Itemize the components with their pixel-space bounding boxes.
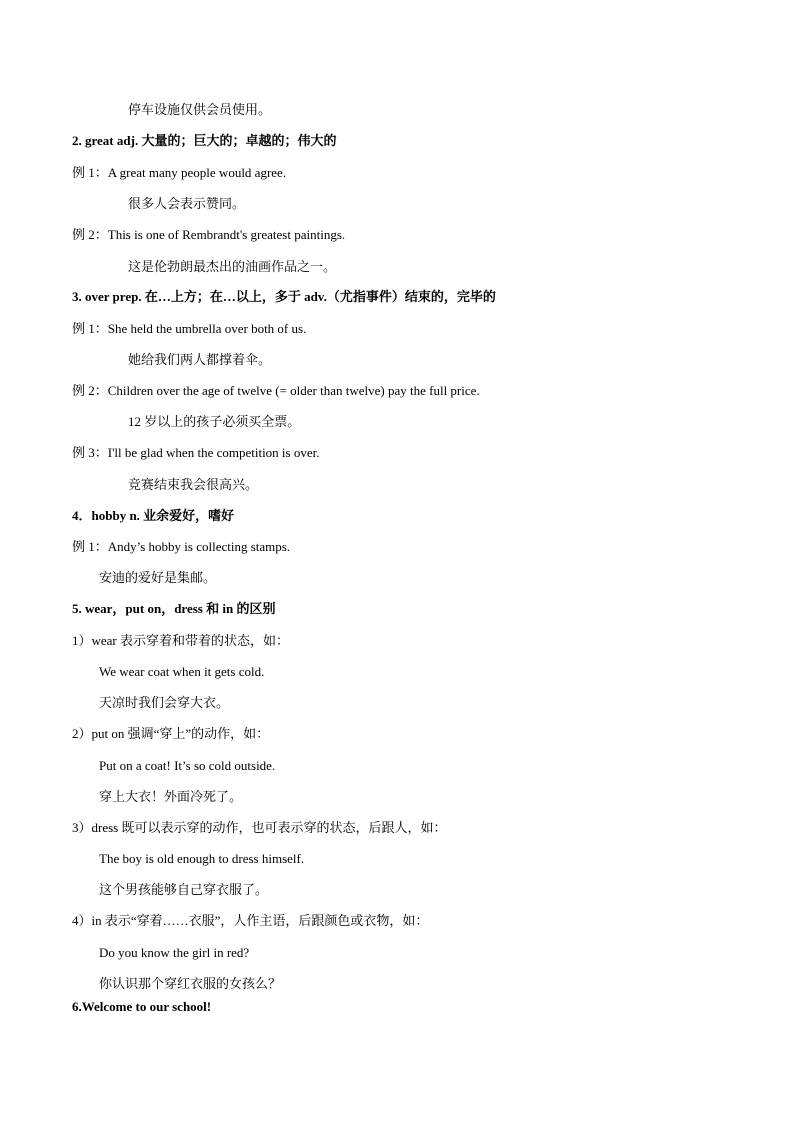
usage-note: 1）wear 表示穿着和带着的状态，如： [72,633,290,648]
usage-note: 2）put on 强调“穿上”的动作，如： [72,726,270,741]
example-sentence: Put on a coat! It’s so cold outside. [99,758,276,773]
example-sentence: 例 1：She held the umbrella over both of us. [72,321,307,336]
example-sentence: 例 3：I'll be glad when the competition is over. [72,445,320,460]
vocab-heading-wear: 5. wear，put on，dress 和 in 的区别 [72,601,276,616]
example-translation: 这个男孩能够自己穿衣服了。 [99,882,269,897]
example-translation: 天凉时我们会穿大衣。 [99,695,230,710]
vocab-heading-hobby: 4．hobby n. 业余爱好，嗜好 [72,508,235,523]
example-sentence: Do you know the girl in red? [99,945,250,960]
example-translation: 安迪的爱好是集邮。 [99,570,217,585]
example-sentence: We wear coat when it gets cold. [99,664,265,679]
example-translation: 12 岁以上的孩子必须买全票。 [128,414,301,429]
vocab-heading-over: 3. over prep. 在…上方；在…以上，多于 adv.（尤指事件）结束的，完毕的 [72,289,496,304]
example-translation: 很多人会表示赞同。 [128,196,246,211]
usage-note: 3）dress 既可以表示穿的动作，也可表示穿的状态，后跟人，如： [72,820,447,835]
example-sentence: The boy is old enough to dress himself. [99,851,305,866]
example-translation: 她给我们两人都撑着伞。 [128,352,272,367]
example-translation: 停车设施仅供会员使用。 [128,102,272,117]
example-sentence: 例 2：Children over the age of twelve (= older than twelve) pay the full price. [72,383,480,398]
example-sentence: 例 2：This is one of Rembrandt's greatest paintings. [72,227,346,242]
example-sentence: 例 1：Andy’s hobby is collecting stamps. [72,539,291,554]
example-sentence: 例 1：A great many people would agree. [72,165,287,180]
usage-note: 4）in 表示“穿着……衣服”，人作主语，后跟颜色或衣物，如： [72,913,429,928]
vocab-heading-great: 2. great adj. 大量的；巨大的；卓越的；伟大的 [72,133,337,148]
section-heading-welcome: 6.Welcome to our school! [72,999,212,1014]
example-translation: 你认识那个穿红衣服的女孩么？ [99,976,282,991]
example-translation: 这是伦勃朗最杰出的油画作品之一。 [128,259,337,274]
example-translation: 穿上大衣！外面冷死了。 [99,789,243,804]
example-translation: 竞赛结束我会很高兴。 [128,477,259,492]
